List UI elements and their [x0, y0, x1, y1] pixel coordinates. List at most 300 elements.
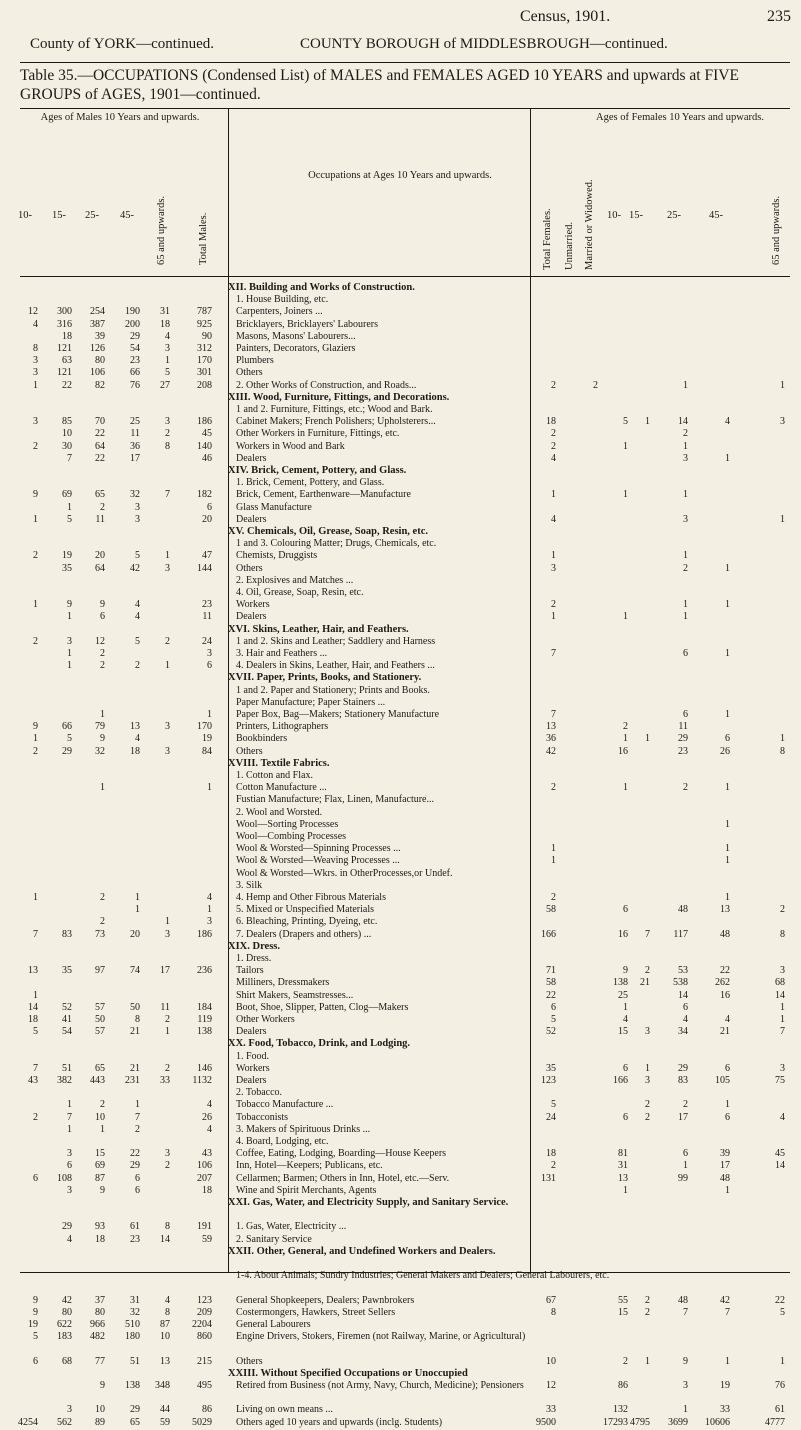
- male-age-heading: 15-: [52, 210, 66, 221]
- female-cell: 29: [678, 1062, 688, 1074]
- female-cell: 13: [720, 904, 730, 916]
- table-row: [0, 1148, 801, 1161]
- female-cell: 1: [780, 379, 785, 391]
- male-cell: 186: [197, 416, 212, 428]
- occupation-label: Other Workers: [236, 1014, 295, 1025]
- female-cell: 15: [618, 1306, 628, 1318]
- female-cell: 2: [645, 1306, 650, 1318]
- female-cell: 1: [623, 782, 628, 794]
- female-cell: 6: [683, 709, 688, 720]
- male-cell: 3: [33, 355, 38, 367]
- female-cell: 262: [715, 977, 730, 989]
- male-cell: 6: [207, 501, 212, 513]
- male-cell: 184: [197, 1001, 212, 1013]
- section-title: XXI. Gas, Water, and Electricity Supply, and Sanitary Service.: [228, 1197, 509, 1208]
- male-cell: 6: [33, 1355, 38, 1367]
- female-cell: 24: [546, 1111, 556, 1123]
- female-cell: 4: [683, 1014, 688, 1025]
- female-cell: 1: [725, 648, 730, 659]
- male-cell: 12: [95, 635, 105, 647]
- section-title: XVIII. Textile Fabrics.: [228, 757, 330, 769]
- table-row: [0, 1014, 801, 1027]
- female-cell: 10: [546, 1355, 556, 1367]
- table-row: [0, 990, 801, 1003]
- male-cell: 6: [135, 1184, 140, 1196]
- female-cell: 1: [551, 855, 556, 867]
- occupation-label: 1-4. About Animals; Sundry Industries; General Makers and Dealers; General Labourers, etc.: [236, 1270, 610, 1282]
- male-cell: 20: [130, 928, 140, 940]
- table-row: [0, 1112, 801, 1125]
- female-cell: 1: [683, 599, 688, 611]
- table-row: [0, 1160, 801, 1173]
- male-cell: 209: [197, 1306, 212, 1318]
- male-cell: 87: [95, 1172, 105, 1184]
- female-age-heading: 45-: [709, 210, 723, 221]
- male-cell: 4: [33, 318, 38, 330]
- occupation-label: Other Workers in Furniture, Fittings, etc.: [236, 428, 400, 440]
- male-cell: 8: [165, 1221, 170, 1233]
- male-cell: 443: [90, 1075, 105, 1086]
- female-cell: 2: [551, 428, 556, 440]
- male-cell: 231: [125, 1075, 140, 1086]
- male-cell: 29: [130, 330, 140, 342]
- female-cell: 117: [673, 928, 688, 940]
- male-cell: 6: [33, 1172, 38, 1184]
- occupation-label: 3. Hair and Feathers ...: [236, 648, 328, 659]
- female-cell: 6: [683, 648, 688, 659]
- female-total-heading: Total Females.: [542, 208, 553, 270]
- female-cell: 25: [618, 989, 628, 1001]
- female-cell: 1: [551, 611, 556, 623]
- table-row: [0, 514, 801, 527]
- male-cell: 37: [95, 1294, 105, 1306]
- female-cell: 1: [623, 1001, 628, 1013]
- male-cell: 65: [95, 1062, 105, 1074]
- male-cell: 925: [197, 318, 212, 330]
- female-cell: 5: [551, 1014, 556, 1025]
- male-cell: 29: [130, 1404, 140, 1416]
- table-row: [0, 575, 801, 588]
- occupation-label: Tobacco Manufacture ...: [236, 1099, 334, 1111]
- table-row: [0, 477, 801, 490]
- female-cell: 21: [640, 977, 650, 989]
- table-row: [0, 770, 801, 783]
- male-cell: 9: [33, 721, 38, 733]
- borough-heading: COUNTY BOROUGH of MIDDLESBROUGH—continued.: [300, 36, 668, 52]
- male-cell: 50: [95, 1014, 105, 1025]
- female-cell: 99: [678, 1172, 688, 1184]
- table-row: [0, 550, 801, 563]
- male-cell: 19: [202, 733, 212, 745]
- occupation-label: Wool & Worsted—Weaving Processes ...: [236, 855, 400, 867]
- females-group-heading: Ages of Females 10 Years and upwards.: [596, 112, 764, 123]
- female-cell: 3: [683, 452, 688, 464]
- male-cell: 106: [197, 1160, 212, 1172]
- male-cell: 1: [33, 733, 38, 745]
- female-cell: 123: [541, 1075, 556, 1086]
- male-cell: 126: [90, 343, 105, 354]
- male-cell: 3: [165, 343, 170, 354]
- table-row: [0, 904, 801, 917]
- male-cell: 2: [33, 1111, 38, 1123]
- table-row: [0, 1185, 801, 1198]
- male-cell: 54: [130, 343, 140, 354]
- female-cell: 17: [678, 1111, 688, 1123]
- male-cell: 2: [100, 501, 105, 513]
- male-cell: 1: [165, 916, 170, 928]
- occupations-heading: Occupations at Ages 10 Years and upwards.: [308, 170, 492, 181]
- occupation-label: Brick, Cement, Earthenware—Manufacture: [236, 489, 411, 501]
- male-cell: 6: [67, 1160, 72, 1172]
- section-title: XII. Building and Works of Construction.: [228, 282, 415, 293]
- female-cell: 14: [775, 989, 785, 1001]
- female-cell: 1: [780, 1355, 785, 1367]
- female-cell: 1: [645, 733, 650, 745]
- male-cell: 89: [95, 1416, 105, 1428]
- male-cell: 8: [165, 1306, 170, 1318]
- female-cell: 1: [725, 709, 730, 720]
- female-cell: 76: [775, 1380, 785, 1391]
- male-cell: 208: [197, 379, 212, 391]
- male-cell: 21: [130, 1062, 140, 1074]
- table-row: [0, 1234, 801, 1247]
- occupation-label: Dealers: [236, 611, 267, 623]
- male-cell: 144: [197, 562, 212, 574]
- male-cell: 90: [202, 330, 212, 342]
- female-cell: 14: [678, 989, 688, 1001]
- male-cell: 10: [95, 1404, 105, 1416]
- table-row: [0, 1051, 801, 1064]
- male-cell: 5: [135, 635, 140, 647]
- table-row: [0, 843, 801, 856]
- male-cell: 31: [130, 1294, 140, 1306]
- female-cell: 81: [618, 1148, 628, 1160]
- male-cell: 32: [130, 1306, 140, 1318]
- female-cell: 14: [775, 1160, 785, 1172]
- female-cell: 1: [725, 562, 730, 574]
- male-cell: 3: [67, 1404, 72, 1416]
- table-row: [0, 1417, 801, 1430]
- occupation-label: 1 and 2. Paper and Stationery; Prints and Books.: [236, 684, 430, 696]
- female-cell: 33: [720, 1404, 730, 1416]
- occupation-label: 4. Hemp and Other Fibrous Materials: [236, 892, 386, 903]
- male-cell: 83: [62, 928, 72, 940]
- male-cell: 25: [130, 416, 140, 428]
- table-row: [0, 1295, 801, 1308]
- female-cell: 35: [546, 1062, 556, 1074]
- female-cell: 4795: [630, 1416, 650, 1428]
- female-cell: 166: [541, 928, 556, 940]
- table-row: [0, 1221, 801, 1234]
- occupation-label: Others: [236, 745, 263, 757]
- female-cell: 33: [546, 1404, 556, 1416]
- female-cell: 2: [683, 1099, 688, 1111]
- male-cell: 1: [33, 513, 38, 525]
- female-cell: 1: [725, 843, 730, 855]
- male-cell: 3: [207, 916, 212, 928]
- male-cell: 18: [95, 1233, 105, 1245]
- female-cell: 18: [546, 1148, 556, 1160]
- male-cell: 5: [135, 550, 140, 562]
- female-cell: 48: [720, 1172, 730, 1184]
- male-cell: 17: [160, 965, 170, 977]
- male-cell: 4: [135, 611, 140, 623]
- male-cell: 312: [197, 343, 212, 354]
- male-cell: 7: [33, 1062, 38, 1074]
- male-cell: 22: [95, 452, 105, 464]
- occupation-label: 1. Food.: [236, 1050, 270, 1062]
- occupation-label: General Labourers: [236, 1319, 311, 1330]
- female-cell: 6: [551, 1001, 556, 1013]
- female-cell: 16: [618, 928, 628, 940]
- male-cell: 43: [202, 1148, 212, 1160]
- occupation-label: Glass Manufacture: [236, 501, 312, 513]
- male-cell: 191: [197, 1221, 212, 1233]
- table-row: [0, 831, 801, 844]
- female-cell: 6: [623, 1062, 628, 1074]
- male-cell: 190: [125, 306, 140, 318]
- male-cell: 76: [130, 379, 140, 391]
- page-number: 235: [767, 8, 791, 25]
- male-cell: 22: [62, 379, 72, 391]
- male-cell: 10: [62, 428, 72, 440]
- female-cell: 1: [623, 733, 628, 745]
- female-cell: 2: [645, 1099, 650, 1111]
- table-row: [0, 709, 801, 722]
- male-cell: 79: [95, 721, 105, 733]
- male-cell: 1: [33, 892, 38, 903]
- female-cell: 2: [551, 1160, 556, 1172]
- male-cell: 2: [33, 745, 38, 757]
- occupation-label: Others: [236, 367, 263, 379]
- female-cell: 13: [546, 721, 556, 733]
- male-cell: 18: [28, 1014, 38, 1025]
- male-cell: 97: [95, 965, 105, 977]
- male-cell: 42: [130, 562, 140, 574]
- male-cell: 140: [197, 440, 212, 452]
- male-cell: 29: [62, 745, 72, 757]
- male-cell: 1: [165, 550, 170, 562]
- table-row: [0, 428, 801, 441]
- female-age-heading: 10-: [607, 210, 621, 221]
- female-cell: 2: [645, 1294, 650, 1306]
- occupation-label: Paper Manufacture; Paper Stainers ...: [236, 696, 386, 708]
- male-cell: 64: [95, 562, 105, 574]
- female-cell: 6: [725, 733, 730, 745]
- table-row: [0, 916, 801, 929]
- female-cell: 17293: [603, 1416, 628, 1428]
- male-cell: 316: [57, 318, 72, 330]
- male-cell: 3: [165, 562, 170, 574]
- occupation-label: Coffee, Eating, Lodging, Boarding—House Keepers: [236, 1148, 447, 1160]
- female-cell: 8: [551, 1306, 556, 1318]
- table-row: [0, 1173, 801, 1186]
- male-cell: 121: [57, 367, 72, 379]
- male-cell: 2: [100, 892, 105, 903]
- female-cell: 166: [613, 1075, 628, 1086]
- occupation-label: 2. Other Works of Construction, and Roads...: [236, 379, 417, 391]
- table-row: [0, 319, 801, 332]
- female-cell: 1: [725, 855, 730, 867]
- female-total-heading: Married or Widowed.: [584, 179, 595, 270]
- female-cell: 16: [720, 989, 730, 1001]
- occupation-label: Workers: [236, 599, 270, 611]
- table-row: [0, 1404, 801, 1417]
- male-cell: 1: [67, 611, 72, 623]
- female-cell: 8: [780, 745, 785, 757]
- table-row: [0, 611, 801, 624]
- female-cell: 138: [613, 977, 628, 989]
- table-row: [0, 819, 801, 832]
- male-cell: 50: [130, 1001, 140, 1013]
- female-cell: 58: [546, 904, 556, 916]
- female-cell: 3699: [668, 1416, 688, 1428]
- occupation-label: Dealers: [236, 1026, 267, 1038]
- female-cell: 1: [780, 513, 785, 525]
- occupation-label: Bricklayers, Bricklayers' Labourers: [236, 318, 379, 330]
- male-cell: 87: [160, 1319, 170, 1330]
- male-cell: 18: [130, 745, 140, 757]
- section-title: XX. Food, Tobacco, Drink, and Lodging.: [228, 1038, 411, 1050]
- male-cell: 2: [100, 648, 105, 659]
- female-cell: 1: [683, 379, 688, 391]
- female-cell: 4: [725, 416, 730, 428]
- female-cell: 1: [645, 1062, 650, 1074]
- male-cell: 562: [57, 1416, 72, 1428]
- male-cell: 3: [135, 501, 140, 513]
- male-cell: 9: [100, 733, 105, 745]
- occupation-label: Tobacconists: [236, 1111, 289, 1123]
- male-cell: 146: [197, 1062, 212, 1074]
- occupation-label: 1 and 3. Colouring Matter; Drugs, Chemicals, etc.: [236, 538, 437, 550]
- female-cell: 1: [725, 782, 730, 794]
- male-cell: 68: [62, 1355, 72, 1367]
- male-cell: 64: [95, 440, 105, 452]
- table-row: [0, 587, 801, 600]
- male-cell: 46: [202, 452, 212, 464]
- occupation-label: Dealers: [236, 513, 267, 525]
- male-cell: 4: [207, 892, 212, 903]
- male-cell: 622: [57, 1319, 72, 1330]
- male-cell: 6: [135, 1172, 140, 1184]
- occupation-label: Cabinet Makers; French Polishers; Upholsterers...: [236, 416, 436, 428]
- male-cell: 45: [202, 428, 212, 440]
- table-row: [0, 380, 801, 393]
- male-cell: 30: [62, 440, 72, 452]
- section-title: XVII. Paper, Prints, Books, and Stationery.: [228, 672, 422, 684]
- male-cell: 1: [100, 782, 105, 794]
- female-cell: 1: [780, 1001, 785, 1013]
- occupation-label: Painters, Decorators, Glaziers: [236, 343, 356, 354]
- male-cell: 24: [202, 635, 212, 647]
- census-title: Census, 1901.: [520, 8, 611, 25]
- male-cell: 2: [165, 635, 170, 647]
- table-row: [0, 1307, 801, 1320]
- male-cell: 9: [33, 489, 38, 501]
- table-row: [0, 1124, 801, 1137]
- male-cell: 1: [207, 709, 212, 720]
- male-cell: 51: [130, 1355, 140, 1367]
- occupation-label: 2. Sanitary Service: [236, 1233, 312, 1245]
- table-row: [0, 1099, 801, 1112]
- male-cell: 10: [95, 1111, 105, 1123]
- male-cell: 93: [95, 1221, 105, 1233]
- male-cell: 52: [62, 1001, 72, 1013]
- section-title: XIII. Wood, Furniture, Fittings, and Decorations.: [228, 391, 450, 403]
- table-row: [0, 746, 801, 759]
- male-cell: 300: [57, 306, 72, 318]
- male-cell: 1: [67, 660, 72, 672]
- female-cell: 52: [546, 1026, 556, 1038]
- female-cell: 3: [683, 513, 688, 525]
- male-cell: 19: [28, 1319, 38, 1330]
- male-cell: 200: [125, 318, 140, 330]
- occupation-label: Living on own means ...: [236, 1404, 333, 1416]
- male-cell: 2204: [192, 1319, 212, 1330]
- female-cell: 61: [775, 1404, 785, 1416]
- male-cell: 207: [197, 1172, 212, 1184]
- female-cell: 2: [551, 440, 556, 452]
- female-cell: 6: [683, 1148, 688, 1160]
- male-cell: 59: [202, 1233, 212, 1245]
- male-cell: 44: [160, 1404, 170, 1416]
- female-cell: 7: [551, 709, 556, 720]
- male-cell: 6: [207, 660, 212, 672]
- female-cell: 2: [551, 892, 556, 903]
- male-cell: 5: [165, 367, 170, 379]
- header-rule: [20, 62, 790, 63]
- occupation-label: Milliners, Dressmakers: [236, 977, 330, 989]
- male-cell: 42: [62, 1294, 72, 1306]
- male-cell: 57: [95, 1001, 105, 1013]
- female-cell: 1: [725, 452, 730, 464]
- male-cell: 2: [100, 1099, 105, 1111]
- section-title: XXII. Other, General, and Undefined Workers and Dealers.: [228, 1245, 496, 1257]
- occupation-label: Wool—Sorting Processes: [236, 818, 339, 830]
- male-cell: 3: [165, 416, 170, 428]
- section-title: XIV. Brick, Cement, Pottery, and Glass.: [228, 465, 407, 476]
- female-cell: 3: [645, 1026, 650, 1038]
- male-cell: 4: [165, 330, 170, 342]
- male-cell: 15: [95, 1148, 105, 1160]
- female-cell: 8: [780, 928, 785, 940]
- female-cell: 39: [720, 1148, 730, 1160]
- male-cell: 20: [95, 550, 105, 562]
- male-cell: 183: [57, 1331, 72, 1343]
- table-row: [0, 807, 801, 820]
- female-cell: 71: [546, 965, 556, 977]
- female-cell: 3: [551, 562, 556, 574]
- female-cell: 48: [678, 904, 688, 916]
- male-cell: 382: [57, 1075, 72, 1086]
- male-cell: 32: [95, 745, 105, 757]
- occupation-label: 2. Tobacco.: [236, 1087, 283, 1099]
- occupation-label: 1 and 2. Furniture, Fittings, etc.; Wood and Bark.: [236, 404, 433, 415]
- male-cell: 41: [62, 1014, 72, 1025]
- male-cell: 4: [165, 1294, 170, 1306]
- female-cell: 1: [551, 843, 556, 855]
- male-cell: 4: [207, 1123, 212, 1135]
- table-row: [0, 880, 801, 893]
- male-cell: 13: [160, 1355, 170, 1367]
- female-cell: 45: [775, 1148, 785, 1160]
- female-cell: 7: [551, 648, 556, 659]
- occupation-label: Others: [236, 1355, 263, 1367]
- male-cell: 1: [135, 904, 140, 916]
- table-row: [0, 1270, 801, 1283]
- male-cell: 7: [33, 928, 38, 940]
- table-row: [0, 453, 801, 466]
